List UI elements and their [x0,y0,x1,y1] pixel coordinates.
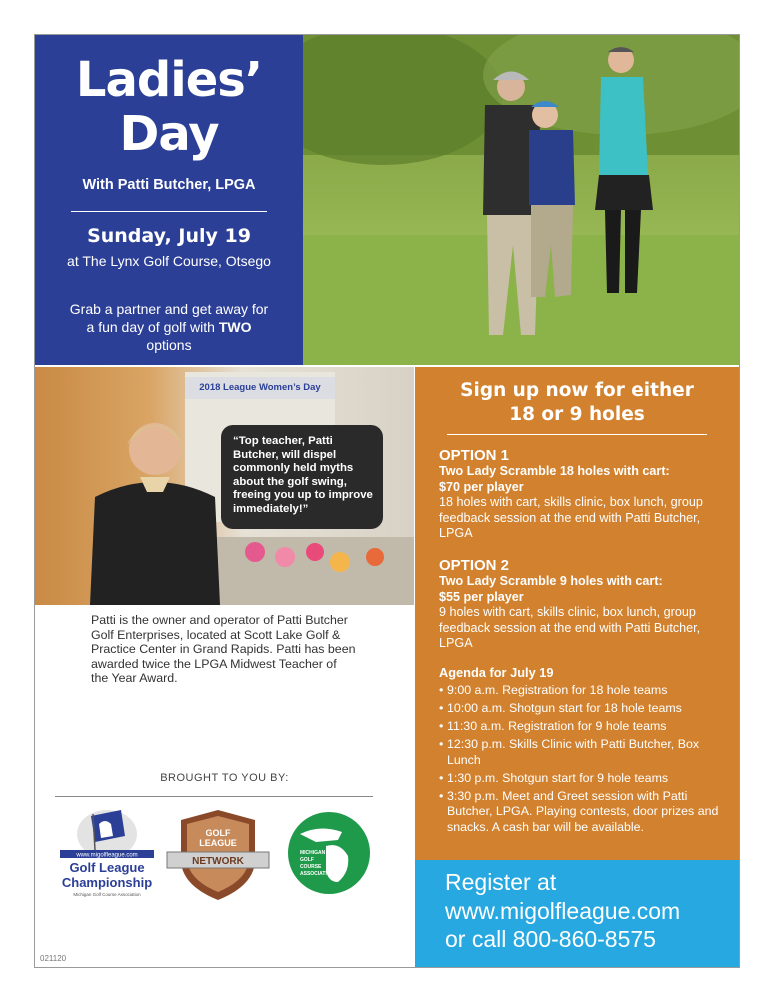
mgca-emblem-icon [286,810,372,896]
golf-league-network-logo [163,806,273,902]
register-phone: or call 800-860-8575 [445,926,656,952]
divider [447,434,707,435]
divider [71,211,267,212]
golfers-photo [303,35,739,365]
glc-emblem-icon [55,806,159,902]
option-price: $70 per player [439,479,524,494]
option-title: Two Lady Scramble 18 holes with cart: [439,464,670,478]
glc-tag: Michigan Golf Course Association [73,892,141,897]
title-panel [35,35,303,365]
sponsors-heading: BROUGHT TO YOU BY: [160,772,289,784]
bio-text: Patti is the owner and operator of Patti Butcher Golf Enterprises, located at Scott Lake Golf & Practice Center in Grand Rapids. Patti has been awarded twice the LPGA Midwest Teacher of the Year Award. [91,613,356,686]
glc-url: www.migolfleague.com [76,852,138,859]
option-description: 18 holes with cart, skills clinic, box lunch, group feedback session at the end with Patti Butcher, LPGA [439,495,703,540]
agenda-title: Agenda for July 19 [439,665,554,680]
register-url-link[interactable]: www.migolfleague.com [445,897,681,924]
option-description: 9 holes with cart, skills clinic, box lunch, group feedback session at the end with Patti Butcher, LPGA [439,605,701,650]
network-banner: NETWORK [192,856,244,867]
register-line: Register at [445,869,557,895]
agenda-item: • 3:30 p.m. Meet and Greet session with Patti Butcher, LPGA. Playing contests, door prizes and snacks. A cash bar will be available. [439,788,719,834]
glc-line1: Golf League [69,860,145,875]
signup-panel [415,367,739,860]
event-venue: at The Lynx Golf Course, Otsego [67,253,271,269]
golfers-illustration [303,35,739,365]
option-label: OPTION 1 [439,447,510,464]
mgca-1: MICHIGAN [300,850,326,856]
event-date: Sunday, July 19 [87,225,251,247]
option-title: Two Lady Scramble 9 holes with cart: [439,574,663,588]
quote-bubble [221,425,383,529]
mgca-4: ASSOCIATION [300,871,335,877]
patti-photo [35,367,414,605]
agenda-item: • 9:00 a.m. Registration for 18 hole teams [439,683,668,698]
network-top2: LEAGUE [199,838,237,848]
network-top1: GOLF [205,828,231,838]
option-label: OPTION 2 [439,557,510,574]
option-price: $55 per player [439,589,524,604]
agenda-item: • 12:30 p.m. Skills Clinic with Patti Butcher, Box Lunch [439,737,700,767]
agenda-item: • 1:30 p.m. Shotgun start for 9 hole teams [439,770,669,785]
option-2 [439,557,731,652]
intro-blurb: Grab a partner and get away for a fun day of golf with TWO options [69,301,269,353]
agenda [439,665,731,838]
signup-heading: Sign up now for either 18 or 9 holes [460,380,694,425]
subtitle: With Patti Butcher, LPGA [82,177,256,193]
glc-line2: Championship [61,875,153,890]
document-code: 021120 [40,954,67,963]
mgca-logo [286,810,372,896]
register-box [415,860,739,967]
mgca-3: COURSE [300,864,322,870]
agenda-item: • 10:00 a.m. Shotgun start for 18 hole teams [439,701,682,716]
agenda-item: • 11:30 a.m. Registration for 9 hole teams [439,719,667,734]
divider [55,796,373,797]
event-sign: 2018 League Women’s Day [185,377,335,399]
option-1 [439,447,731,542]
golf-league-championship-logo [55,806,159,902]
quote-text: “Top teacher, Patti Butcher, will dispel commonly held myths about the golf swing, freeing you up to improve immediately!” [233,435,373,515]
network-shield-icon [163,806,273,902]
mgca-2: GOLF [300,857,314,863]
page-title: Ladies’ Day [75,52,263,162]
